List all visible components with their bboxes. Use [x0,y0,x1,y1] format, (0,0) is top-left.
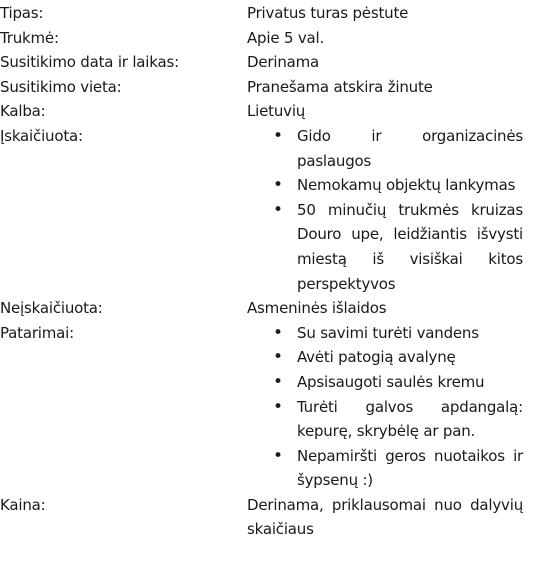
included-label: Įskaičiuota: [0,126,83,145]
tips-label: Patarimai: [0,323,74,342]
list-item: • Avėti patogią avalynę [297,345,523,370]
row-excluded [0,296,533,321]
tips-list [247,321,523,493]
excluded-label: Neįskaičiuota: [0,299,103,318]
type-value: Privatus turas pėstute [247,4,409,22]
meeting-place-label: Susitikimo vieta: [0,77,122,96]
language-label: Kalba: [0,102,46,121]
language-value: Lietuvių [247,102,306,121]
row-price [0,493,533,542]
included-value [247,124,523,296]
list-item: • Apsisaugoti saulės kremu [297,370,523,395]
list-item: • 50 minučių trukmės kruizas Douro upe, leidžiantis išvysti miestą iš visiškai kitos perspektyvos [297,198,523,296]
list-item: • Nepamiršti geros nuotaikos ir šypsenų :) [297,444,523,493]
meeting-place-value: Pranešama atskira žinute [247,77,433,96]
list-item: • Nemokamų objektų lankymas [297,173,523,198]
list-item: • Su savimi turėti vandens [297,321,523,346]
included-list [247,124,523,296]
row-language [0,99,533,124]
price-value: Derinama, priklausomai nuo dalyvių skaičiaus [247,495,523,539]
list-item: • Gido ir organizacinės paslaugos [297,124,523,173]
price-label: Kaina: [0,495,46,514]
type-label: Tipas: [0,4,44,22]
list-item: • Turėti galvos apdangalą: kepurę, skrybėlę ar pan. [297,395,523,444]
row-included [0,124,533,296]
duration-label: Trukmė: [0,28,59,47]
tips-value [247,321,523,493]
meeting-time-value: Derinama [247,53,320,72]
excluded-value: Asmeninės išlaidos [247,299,387,318]
meeting-time-label: Susitikimo data ir laikas: [0,53,179,72]
row-duration [0,26,533,51]
row-type [0,1,533,26]
row-meeting-place [0,75,533,100]
row-tips [0,321,533,493]
duration-value: Apie 5 val. [247,28,325,47]
row-meeting-time [0,50,533,75]
